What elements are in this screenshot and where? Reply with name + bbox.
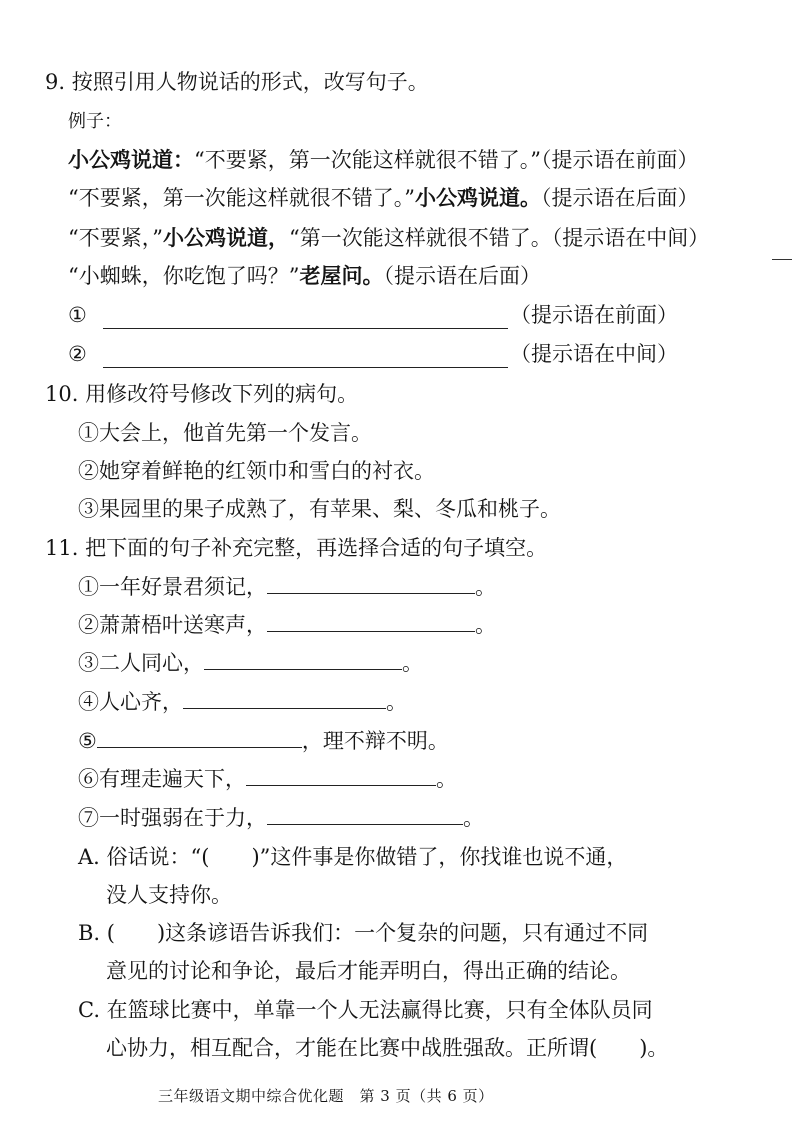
fill-blank[interactable] xyxy=(267,592,475,594)
item-text: ④人心齐， xyxy=(78,690,183,714)
answer-number: ② xyxy=(68,342,87,366)
item-end: 。 xyxy=(463,806,484,830)
fill-blank[interactable] xyxy=(267,823,463,825)
q9-answer-1 xyxy=(68,305,87,326)
fill-blank[interactable] xyxy=(97,746,302,748)
q11-option-a-line-2: 没人支持你。 xyxy=(106,883,232,907)
item-text: ②萧萧梧叶送寒声， xyxy=(78,613,267,637)
speaker-text: 小公鸡说道， xyxy=(162,225,289,250)
q9-title: 9. 按照引用人物说话的形式，改写句子。 xyxy=(45,70,429,94)
q11-item-7 xyxy=(78,808,484,829)
hint-text: （提示语在后面） xyxy=(540,186,699,210)
q10-item-2: ②她穿着鲜艳的红领巾和雪白的衬衣。 xyxy=(78,459,435,483)
item-end: 。 xyxy=(402,651,423,675)
q10-item-3: ③果园里的果子成熟了，有苹果、梨、冬瓜和桃子。 xyxy=(78,497,561,521)
q11-item-4 xyxy=(78,692,407,713)
q9-answer-2 xyxy=(68,344,87,365)
item-end: 。 xyxy=(475,613,496,637)
item-text: ⑥有理走遍天下， xyxy=(78,767,246,791)
q11-option-c-line-2: 心协力，相互配合，才能在比赛中战胜强敌。正所谓( )。 xyxy=(106,1036,669,1060)
q9-example-label: 例子： xyxy=(68,111,122,132)
fill-blank[interactable] xyxy=(246,784,436,786)
item-end: 。 xyxy=(436,767,457,791)
q9-example-1 xyxy=(68,149,698,171)
q10-title: 10. 用修改符号修改下列的病句。 xyxy=(45,382,359,406)
q11-item-2 xyxy=(78,615,496,636)
quote-text: “不要紧，第一次能这样就很不错了。”（提示语在前面） xyxy=(194,148,699,172)
fill-blank[interactable] xyxy=(204,668,402,670)
q11-item-3 xyxy=(78,653,423,674)
quote-text: “不要紧，第一次能这样就很不错了。” xyxy=(68,186,415,210)
q11-item-5 xyxy=(78,731,449,752)
q11-item-1 xyxy=(78,577,496,598)
q11-item-6 xyxy=(78,769,457,790)
q9-answer-2-hint: （提示语在中间） xyxy=(510,342,678,366)
answer-blank-1[interactable] xyxy=(103,327,508,329)
quote-text: “第一次能这样就很不错了。（提示语在中间） xyxy=(288,226,710,250)
q9-example-2 xyxy=(68,187,698,209)
page-footer: 三年级语文期中综合优化题 第 3 页（共 6 页） xyxy=(158,1087,494,1105)
q9-answer-1-hint: （提示语在前面） xyxy=(510,303,678,327)
item-text: ⑤ xyxy=(78,729,97,753)
quote-text: “小蜘蛛，你吃饱了吗？” xyxy=(68,264,300,288)
fill-blank[interactable] xyxy=(183,707,386,709)
speaker-text: 老屋问。 xyxy=(299,263,384,288)
item-end: 。 xyxy=(386,690,407,714)
q11-title: 11. 把下面的句子补充完整，再选择合适的句子填空。 xyxy=(45,536,548,560)
item-end: ，理不辩不明。 xyxy=(301,729,449,753)
item-end: 。 xyxy=(475,575,496,599)
item-text: ①一年好景君须记， xyxy=(78,575,267,599)
item-text: ⑦一时强弱在于力， xyxy=(78,806,267,830)
q11-option-b-line-1: B. ( )这条谚语告诉我们：一个复杂的问题，只有通过不同 xyxy=(78,921,649,945)
answer-blank-2[interactable] xyxy=(103,366,508,368)
fill-blank[interactable] xyxy=(267,630,475,632)
speaker-text: 小公鸡说道： xyxy=(68,147,194,172)
q9-task-sentence xyxy=(68,265,541,287)
q11-option-b-line-2: 意见的讨论和争论，最后才能弄明白，得出正确的结论。 xyxy=(106,959,631,983)
q11-option-a-line-1: A. 俗话说：“( )”这件事是你做错了，你找谁也说不通， xyxy=(78,845,628,869)
q9-example-3 xyxy=(68,227,709,249)
speaker-text: 小公鸡说道。 xyxy=(414,185,541,210)
quote-text: “不要紧，” xyxy=(68,226,163,250)
item-text: ③二人同心， xyxy=(78,651,204,675)
answer-number: ① xyxy=(68,303,87,327)
hint-text: （提示语在后面） xyxy=(383,264,541,288)
margin-mark xyxy=(772,259,792,260)
q11-option-c-line-1: C. 在篮球比赛中，单靠一个人无法赢得比赛，只有全体队员同 xyxy=(78,998,653,1022)
q10-item-1: ①大会上，他首先第一个发言。 xyxy=(78,421,372,445)
